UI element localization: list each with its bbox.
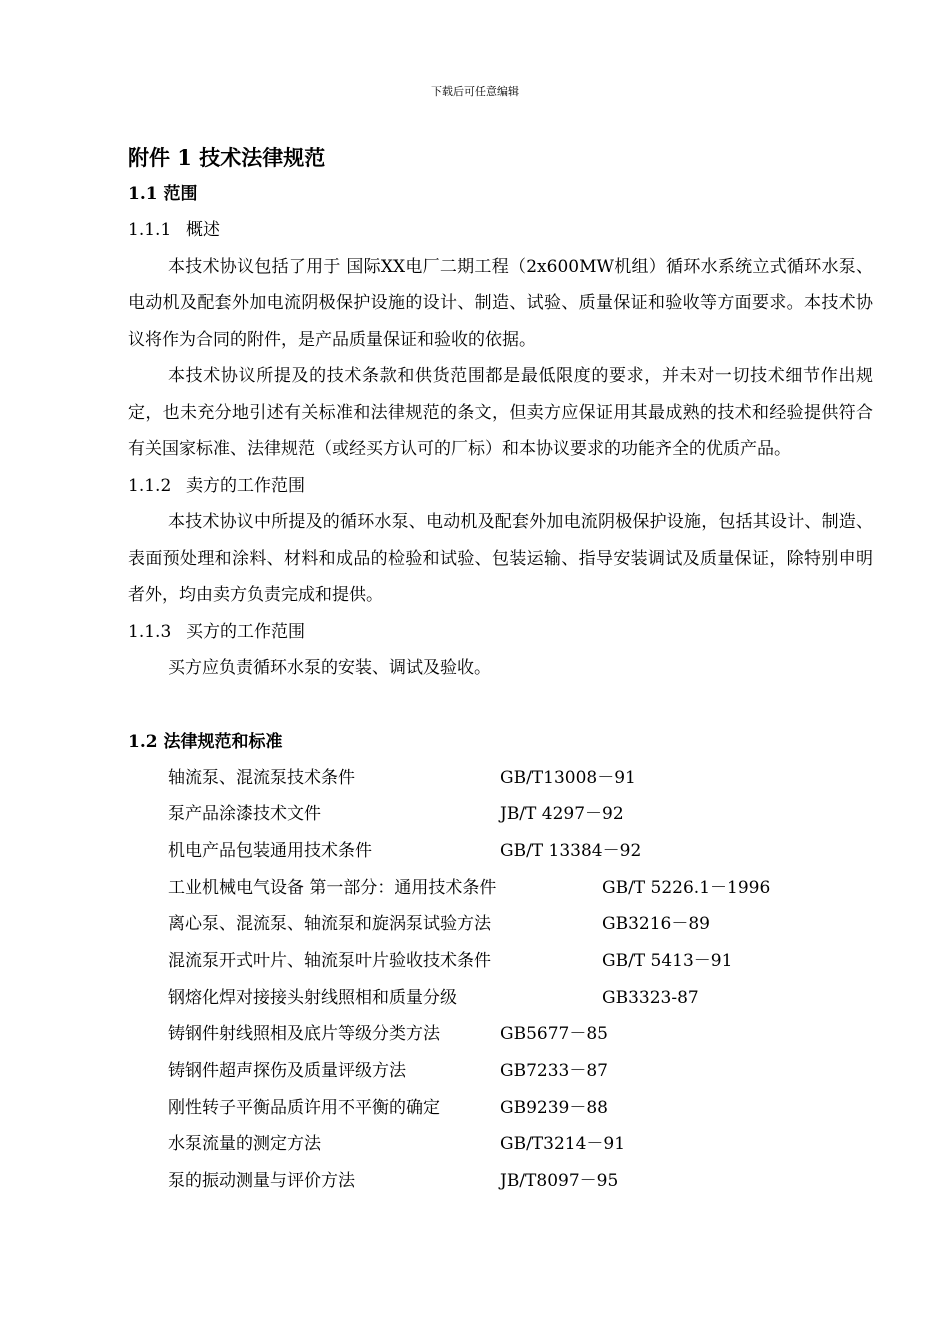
standard-name: 刚性转子平衡品质许用不平衡的确定 [168, 1097, 440, 1118]
standard-code: GB/T3214－91 [500, 1134, 626, 1155]
standard-row [128, 1016, 873, 1053]
standard-code: GB/T 13384－92 [500, 840, 642, 861]
section-1-2-heading: 1.2 法律规范和标准 [128, 731, 283, 752]
standard-code: GB/T13008－91 [500, 767, 636, 788]
standard-code: GB9239－88 [500, 1097, 608, 1118]
standard-code: GB3323-87 [602, 987, 699, 1008]
standard-row [128, 1163, 873, 1200]
standard-code: GB5677－85 [500, 1024, 608, 1045]
standard-name: 工业机械电气设备 第一部分：通用技术条件 [168, 877, 497, 898]
subsection-number: 1.1.2 [128, 475, 172, 496]
standard-name: 混流泵开式叶片、轴流泵叶片验收技术条件 [168, 950, 491, 971]
subsection-1-1-2 [128, 468, 873, 505]
standard-code: JB/T 4297－92 [500, 804, 624, 825]
header-note: 下载后可任意编辑 [431, 85, 519, 98]
standard-code: GB3216－89 [602, 914, 710, 935]
standard-code: GB/T 5413－91 [602, 950, 733, 971]
standard-code: JB/T8097－95 [500, 1171, 619, 1192]
document-body [128, 140, 873, 1200]
standard-row [128, 906, 873, 943]
standard-row [128, 943, 873, 980]
standard-code: GB7233－87 [500, 1061, 608, 1081]
standard-row [128, 796, 873, 833]
paragraph-buyer-scope: 买方应负责循环水泵的安装、调试及验收。 [168, 658, 491, 678]
subsection-number: 1.1.3 [128, 621, 172, 642]
standard-row [128, 1126, 873, 1163]
subsection-title: 卖方的工作范围 [186, 475, 305, 496]
standard-name: 水泵流量的测定方法 [168, 1134, 321, 1155]
standard-row [128, 833, 873, 870]
paragraph-seller-scope: 本技术协议中所提及的循环水泵、电动机及配套外加电流阴极保护设施，包括其设计、制造、表面预处理和涂料、材料和成品的检验和试验、包装运输、指导安装调试及质量保证，除特别申明者外，均由卖方负责完成和提供。 [128, 512, 873, 605]
paragraph-overview-2: 本技术协议所提及的技术条款和供货范围都是最低限度的要求，并未对一切技术细节作出规定，也未充分地引述有关标准和法律规范的条文，但卖方应保证用其最成熟的技术和经验提供符合有关国家标准、法律规范（或经买方认可的厂标）和本协议要求的功能齐全的优质产品。 [128, 366, 873, 459]
standard-name: 机电产品包装通用技术条件 [168, 840, 372, 861]
section-1-1-heading: 1.1 范围 [128, 184, 198, 204]
standard-name: 铸钢件射线照相及底片等级分类方法 [168, 1024, 440, 1045]
standard-name: 离心泵、混流泵、轴流泵和旋涡泵试验方法 [168, 914, 491, 935]
standard-row [128, 1053, 873, 1090]
standards-list [128, 760, 873, 1200]
paragraph-overview-1: 本技术协议包括了用于 国际XX电厂二期工程（2x600MW机组）循环水系统立式循环水泵、电动机及配套外加电流阴极保护设施的设计、制造、试验、质量保证和验收等方面要求。本技术协议将作为合同的附件，是产品质量保证和验收的依据。 [128, 256, 873, 350]
standard-name: 轴流泵、混流泵技术条件 [168, 767, 355, 788]
standard-name: 铸钢件超声探伤及质量评级方法 [168, 1061, 406, 1081]
subsection-number: 1.1.1 [128, 220, 172, 240]
standard-row [128, 870, 873, 907]
standard-name: 泵的振动测量与评价方法 [168, 1171, 355, 1192]
spacer [128, 687, 873, 724]
standard-name: 钢熔化焊对接接头射线照相和质量分级 [168, 987, 457, 1008]
page-title: 附件 1 技术法律规范 [128, 145, 326, 170]
subsection-1-1-1 [128, 212, 873, 249]
subsection-title: 概述 [186, 220, 220, 240]
subsection-1-1-3 [128, 614, 873, 651]
standard-code: GB/T 5226.1－1996 [602, 877, 771, 898]
standard-row [128, 760, 873, 797]
standard-row [128, 1090, 873, 1127]
subsection-title: 买方的工作范围 [186, 621, 305, 642]
standard-name: 泵产品涂漆技术文件 [168, 804, 321, 825]
standard-row [128, 980, 873, 1017]
